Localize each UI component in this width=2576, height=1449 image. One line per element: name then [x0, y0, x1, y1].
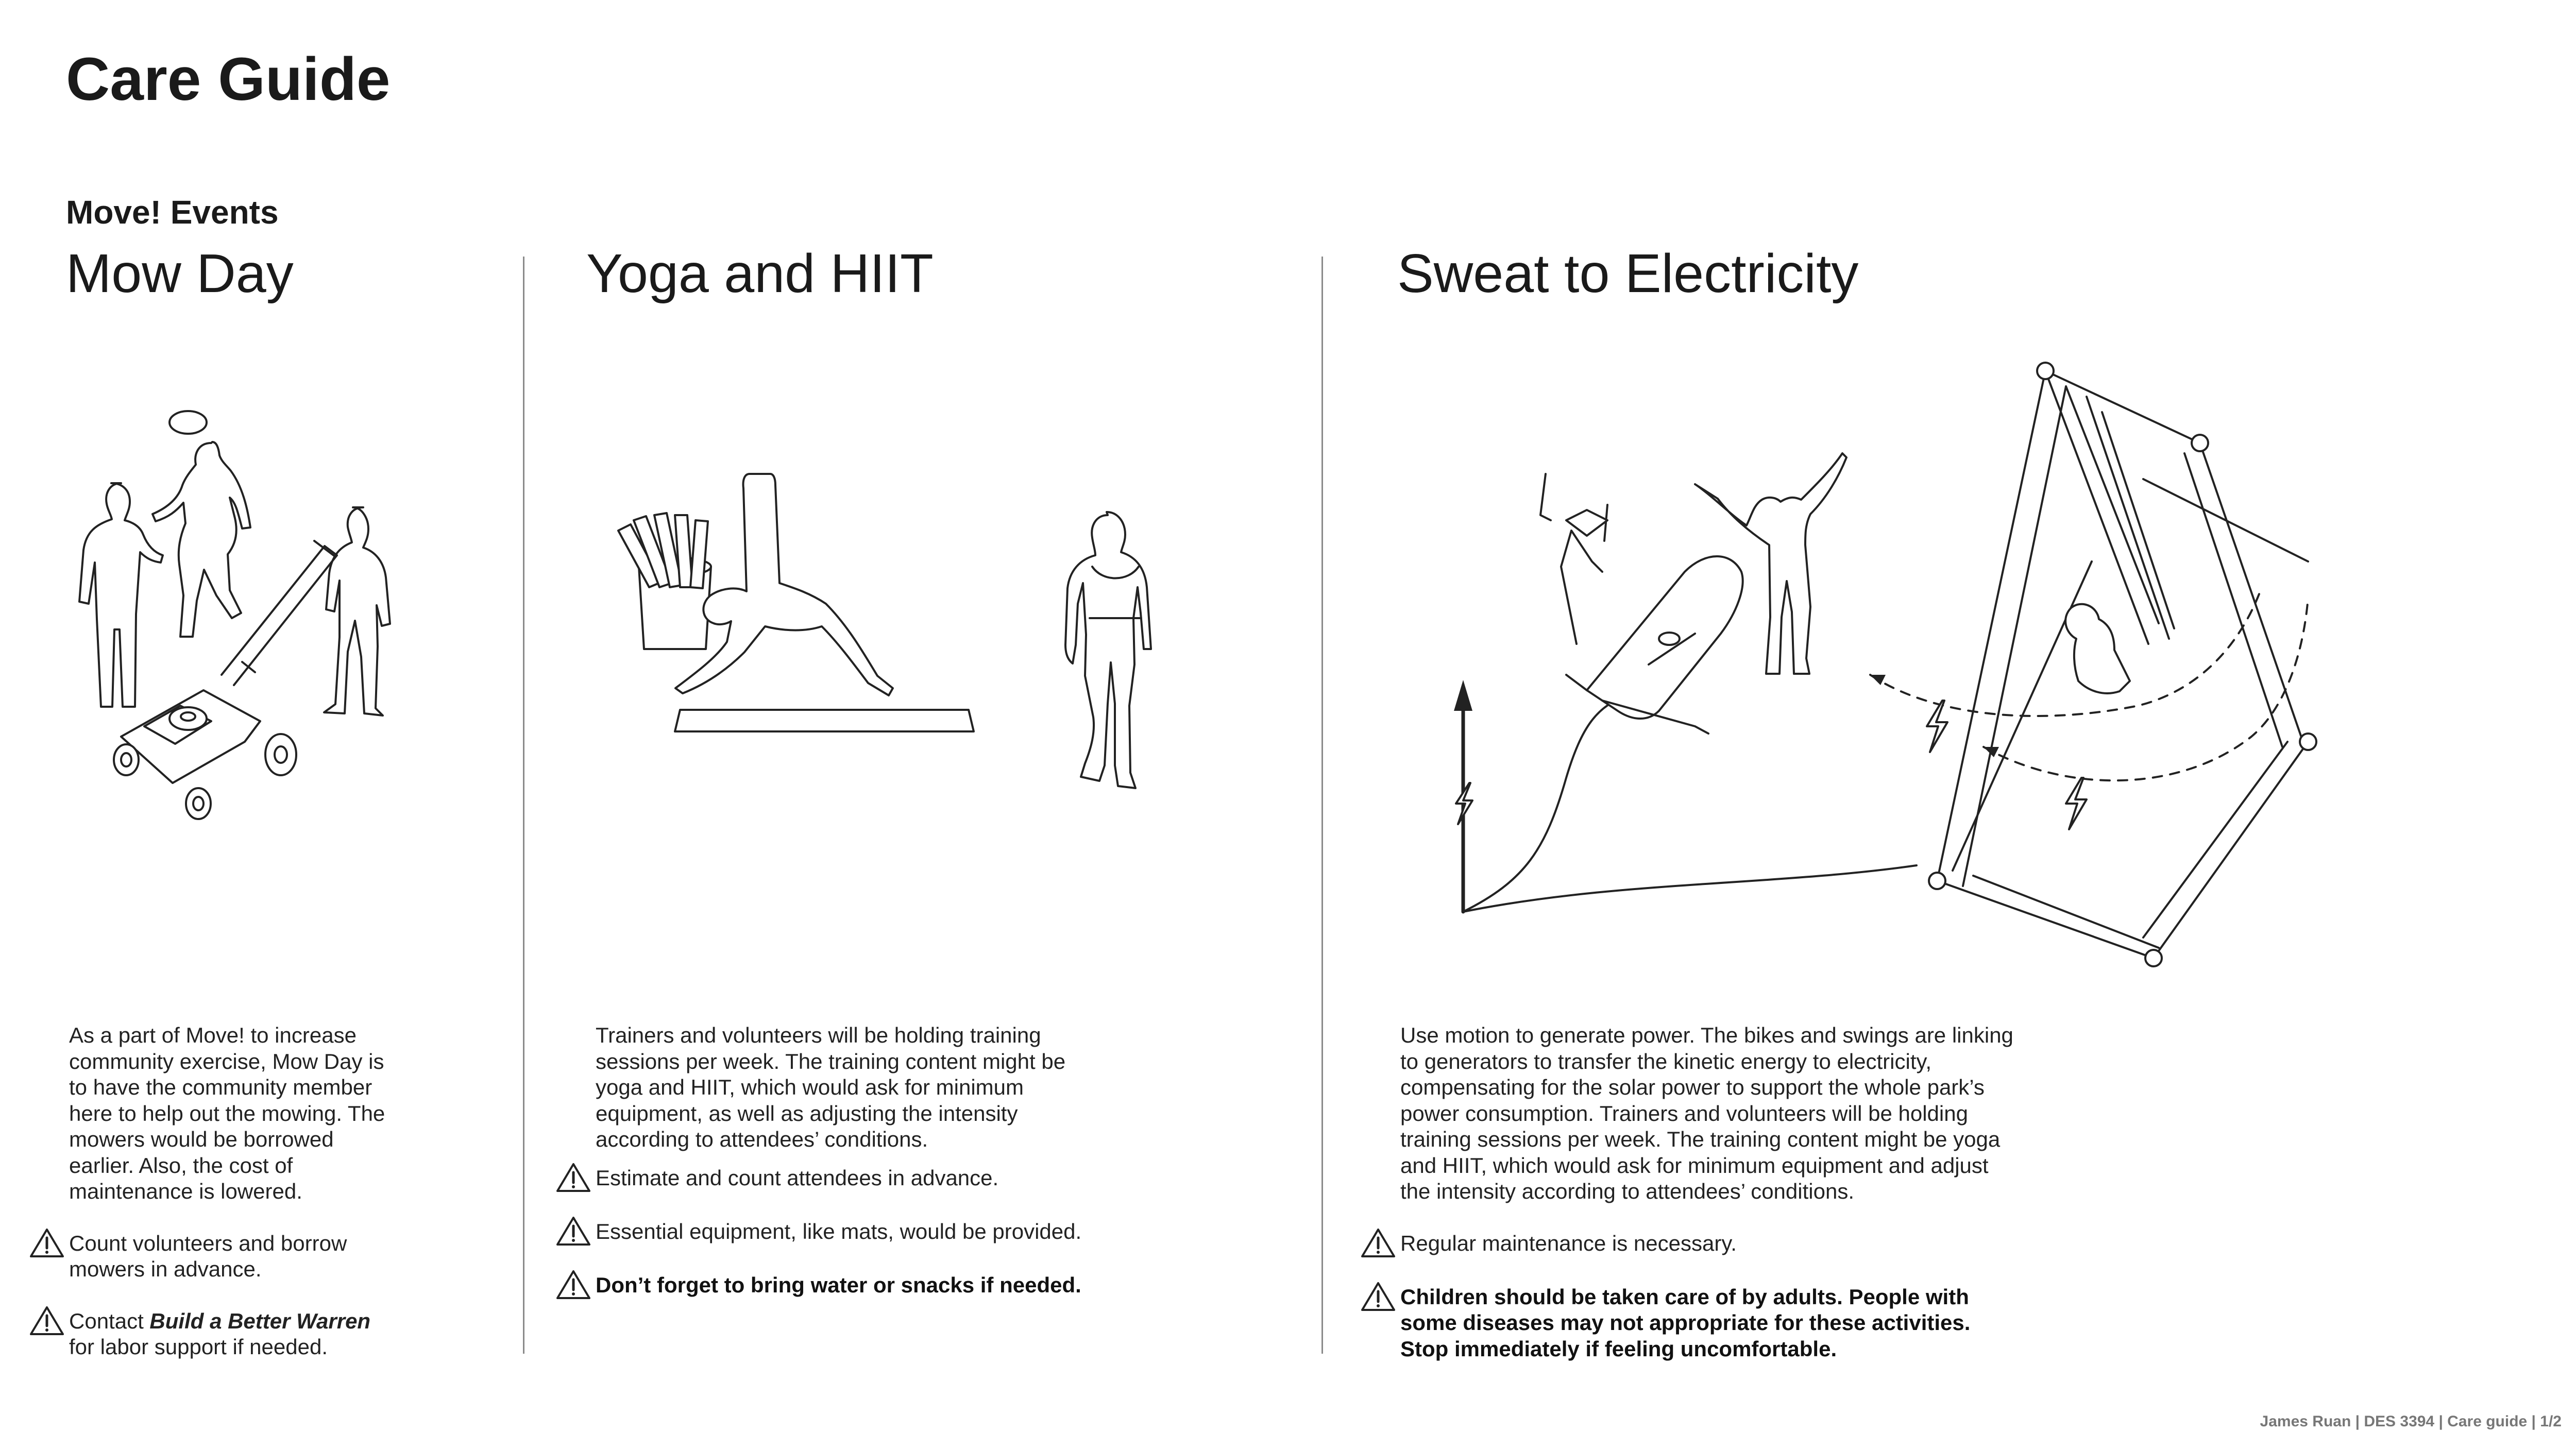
organization-name: Build a Better Warren — [149, 1308, 371, 1333]
frame-joint — [1929, 873, 1945, 889]
motion-arc — [1984, 598, 2308, 780]
mower-wheel — [186, 788, 211, 819]
motion-arc — [1870, 587, 2262, 716]
column-title-yoga-hiit: Yoga and HIIT — [586, 243, 934, 304]
column-divider — [1321, 257, 1323, 1354]
warning-text: Estimate and count attendees in advance. — [596, 1165, 999, 1190]
warning-icon — [29, 1228, 65, 1258]
yoga-hiit-text-block — [596, 1022, 1111, 1300]
warning-icon — [555, 1216, 591, 1247]
yoga-mat — [675, 710, 974, 731]
warning-icon — [1360, 1228, 1396, 1258]
column-divider — [523, 257, 524, 1354]
lightning-icon — [2066, 778, 2087, 829]
column-title-sweat-electricity: Sweat to Electricity — [1397, 243, 1859, 304]
warning-text: Children should be taken care of by adults. People with some diseases may not appropriate for these activities. Stop immediately if feeling uncomfortable. — [1400, 1284, 1971, 1361]
frame-joint — [2192, 435, 2208, 451]
mower-deck — [121, 690, 260, 783]
warning-item — [596, 1219, 1111, 1247]
mower-wheel — [265, 734, 296, 775]
hiit-person — [1065, 512, 1151, 788]
frame-joint — [2145, 950, 2162, 966]
warning-item — [69, 1231, 399, 1283]
person-figure — [324, 507, 390, 715]
mow-day-text-block — [69, 1022, 399, 1360]
warning-text: Count volunteers and borrow mowers in advance. — [69, 1231, 347, 1281]
warning-item — [69, 1308, 399, 1360]
warning-item — [596, 1272, 1111, 1300]
sweat-electricity-description: Use motion to generate power. The bikes and swings are linking to generators to transfer the kinetic energy to electricity, compensating for the solar power to support the whole park’s power consumption. Trainers and volunteers will be holding training sessions per week. The training content might be yoga and HIIT, which would ask for minimum equipment and adjust the intensity according to attendees’ conditions. — [1400, 1023, 2013, 1203]
swing-rider — [2065, 604, 2130, 693]
warning-icon — [555, 1162, 591, 1193]
warning-icon — [29, 1305, 65, 1336]
mower-wheel — [114, 744, 139, 775]
warning-text: Essential equipment, like mats, would be provided. — [596, 1219, 1082, 1243]
person-figure — [152, 442, 250, 637]
column-title-mow-day: Mow Day — [66, 243, 294, 304]
warning-item — [1400, 1231, 2039, 1258]
warning-icon — [1360, 1281, 1396, 1312]
lightning-icon — [1927, 701, 1947, 752]
sweat-electricity-illustration — [1432, 350, 2473, 999]
yoga-hiit-illustration — [608, 464, 1185, 855]
footer-credit: James Ruan | DES 3394 | Care guide | 1/2 — [2260, 1413, 2562, 1430]
warning-text-suffix: for labor support if needed. — [69, 1335, 328, 1359]
yoga-hiit-description: Trainers and volunteers will be holding training sessions per week. The training content might be yoga and HIIT, which would ask for minimum equipment, as well as adjusting the intensity according to attendees’ conditions. — [596, 1023, 1066, 1151]
sweat-electricity-text-block — [1400, 1022, 2039, 1362]
person-figure — [79, 483, 163, 707]
mow-day-illustration — [72, 422, 443, 834]
frame-joint — [2037, 363, 2054, 379]
warning-text-prefix: Contact — [69, 1308, 150, 1333]
arrow-up-icon — [1454, 680, 1472, 711]
warning-text: Regular maintenance is necessary. — [1400, 1231, 1737, 1255]
frame-joint — [2300, 734, 2316, 750]
warning-text — [69, 1308, 399, 1360]
mow-day-description: As a part of Move! to increase community exercise, Mow Day is to have the community member here to help out the mowing. The mowers would be borrowed earlier. Also, the cost of maintenance is lowered. — [69, 1023, 385, 1203]
mower-handle — [222, 546, 337, 685]
warning-text: Don’t forget to bring water or snacks if needed. — [596, 1272, 1081, 1297]
warning-item — [1400, 1284, 2039, 1362]
warning-item — [596, 1165, 1111, 1193]
page-title: Care Guide — [66, 45, 391, 113]
section-label: Move! Events — [66, 194, 279, 231]
warning-icon — [555, 1269, 591, 1300]
power-cable — [1463, 695, 1917, 912]
